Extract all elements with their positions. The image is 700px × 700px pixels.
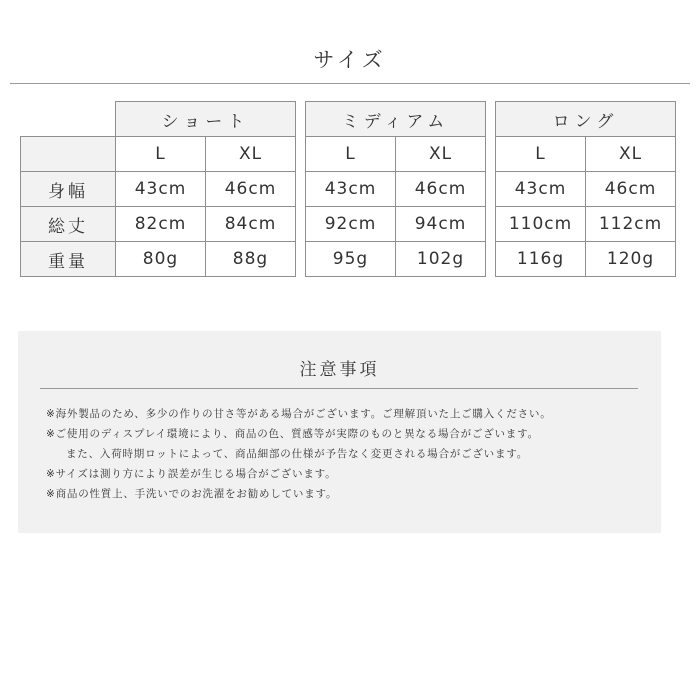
size-header-xl: XL (206, 137, 296, 172)
size-header-l: L (306, 137, 396, 172)
value-cell: 46cm (586, 172, 676, 207)
title-divider (10, 83, 690, 84)
value-cell: 43cm (116, 172, 206, 207)
blank-cell (21, 102, 116, 137)
size-header-xl: XL (586, 137, 676, 172)
row-label-width: 身幅 (21, 172, 116, 207)
value-cell: 94cm (396, 207, 486, 242)
value-cell: 46cm (396, 172, 486, 207)
value-cell: 92cm (306, 207, 396, 242)
notes-panel (18, 331, 661, 533)
size-header-xl: XL (396, 137, 486, 172)
note-item: ※海外製品のため、多少の作りの甘さ等がある場合がございます。ご理解頂いた上ご購入ください。 (46, 408, 552, 420)
row-label-weight: 重量 (21, 242, 116, 277)
size-table-long (495, 101, 676, 277)
size-header-l: L (116, 137, 206, 172)
value-cell: 43cm (306, 172, 396, 207)
note-item: ※ご使用のディスプレイ環境により、商品の色、質感等が実際のものと異なる場合がございます。 (46, 428, 539, 440)
value-cell: 112cm (586, 207, 676, 242)
page-title: サイズ (313, 48, 387, 72)
group-header-medium: ミディアム (306, 102, 486, 137)
row-label-length: 総丈 (21, 207, 116, 242)
group-header-short: ショート (116, 102, 296, 137)
note-item: また、入荷時期ロットによって、商品細部の仕様が予告なく変更される場合がございます。 (66, 448, 529, 460)
value-cell: 95g (306, 242, 396, 277)
value-cell: 80g (116, 242, 206, 277)
size-table-short (20, 101, 296, 277)
corner-cell (21, 137, 116, 172)
note-item: ※サイズは測り方により誤差が生じる場合がございます。 (46, 468, 337, 480)
size-table-medium (305, 101, 486, 277)
value-cell: 102g (396, 242, 486, 277)
value-cell: 116g (496, 242, 586, 277)
value-cell: 110cm (496, 207, 586, 242)
group-header-long: ロング (496, 102, 676, 137)
size-header-l: L (496, 137, 586, 172)
value-cell: 84cm (206, 207, 296, 242)
notes-divider (40, 388, 638, 389)
value-cell: 82cm (116, 207, 206, 242)
value-cell: 43cm (496, 172, 586, 207)
notes-title: 注意事項 (299, 360, 380, 380)
note-item: ※商品の性質上、手洗いでのお洗濯をお勧めしています。 (46, 488, 338, 500)
value-cell: 120g (586, 242, 676, 277)
notes-list (46, 404, 552, 504)
value-cell: 88g (206, 242, 296, 277)
value-cell: 46cm (206, 172, 296, 207)
